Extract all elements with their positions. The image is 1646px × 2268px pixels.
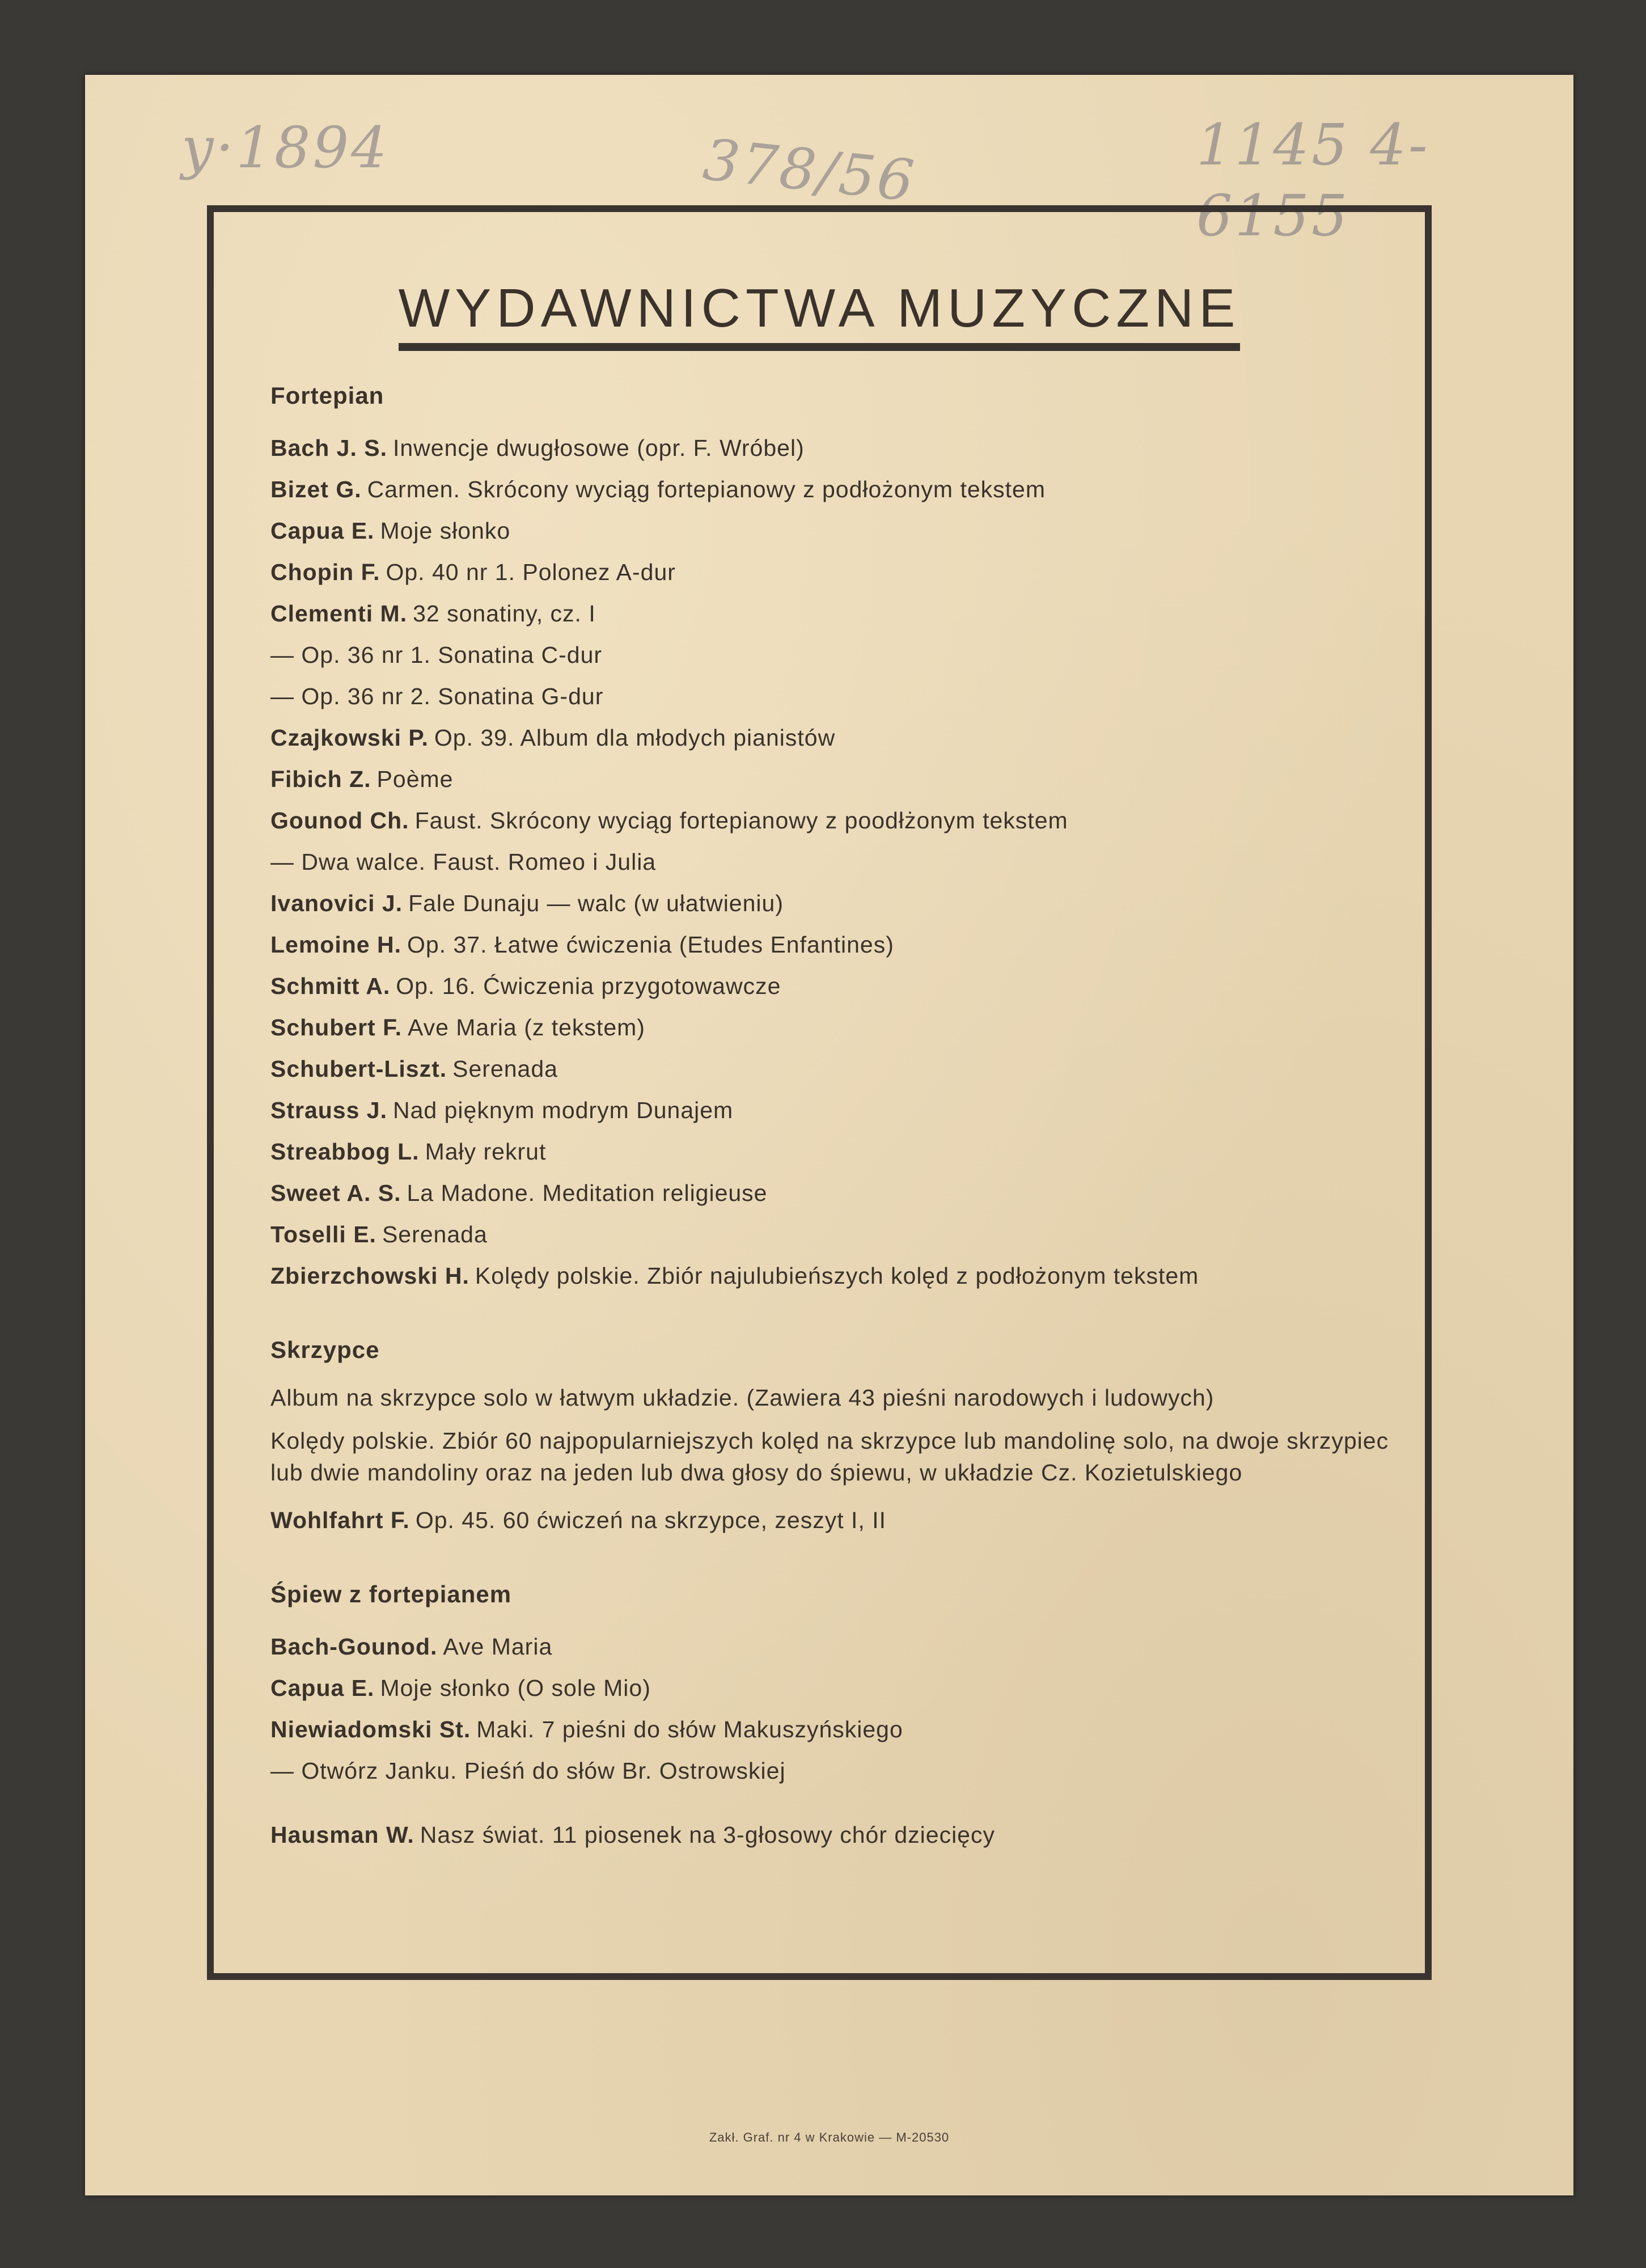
handwritten-shelf-mark: 378/56 — [700, 126, 919, 215]
list-item: Wohlfahrt F. Op. 45. 60 ćwiczeń na skrzypce, zeszyt I, II — [270, 1507, 886, 1533]
section-heading-fortepian: Fortepian — [270, 382, 384, 409]
list-item: Bach J. S. Inwencje dwugłosowe (opr. F. Wróbel) — [270, 435, 805, 461]
catalog-content — [270, 382, 1391, 1856]
paragraph-violin-album: Album na skrzypce solo w łatwym układzie. (Zawiera 43 pieśni narodowych i ludowych) — [270, 1385, 1215, 1411]
list-item: Fibich Z. Poème — [270, 766, 454, 792]
document-sheet — [85, 75, 1573, 2195]
list-item: — Op. 36 nr 1. Sonatina C-dur — [270, 642, 603, 668]
handwritten-inventory-number-2: 6155 — [1196, 183, 1350, 249]
entry-list-fortepian — [270, 428, 1391, 1297]
list-item: Bizet G. Carmen. Skrócony wyciąg fortepianowy z podłożonym tekstem — [270, 476, 1046, 502]
list-item: Bach-Gounod. Ave Maria — [270, 1634, 553, 1660]
list-item: Capua E. Moje słonko (O sole Mio) — [270, 1675, 651, 1701]
list-item: Gounod Ch. Faust. Skrócony wyciąg fortepianowy z poodłżonym tekstem — [270, 807, 1068, 833]
list-item: — Op. 36 nr 2. Sonatina G-dur — [270, 683, 604, 709]
section-heading-skrzypce: Skrzypce — [270, 1336, 380, 1363]
list-item: Sweet A. S. La Madone. Meditation religieuse — [270, 1180, 768, 1206]
list-item: Toselli E. Serenada — [270, 1221, 488, 1247]
list-item: Zbierzchowski H. Kolędy polskie. Zbiór najulubieńszych kolęd z podłożonym tekstem — [270, 1263, 1199, 1289]
list-item: Niewiadomski St. Maki. 7 pieśni do słów Makuszyńskiego — [270, 1716, 903, 1742]
list-item: Capua E. Moje słonko — [270, 518, 511, 544]
list-item: Chopin F. Op. 40 nr 1. Polonez A-dur — [270, 559, 676, 585]
printer-imprint: Zakł. Graf. nr 4 w Krakowie — M-20530 — [709, 2130, 950, 2144]
list-item: Strauss J. Nad pięknym modrym Dunajem — [270, 1097, 734, 1123]
list-item: Schubert-Liszt. Serenada — [270, 1056, 558, 1082]
list-item: — Otwórz Janku. Pieśń do słów Br. Ostrowskiej — [270, 1758, 786, 1784]
closing-entry: Hausman W. Nasz świat. 11 piosenek na 3-głosowy chór dziecięcy — [270, 1822, 995, 1848]
list-item: Streabbog L. Mały rekrut — [270, 1139, 547, 1165]
list-item: Czajkowski P. Op. 39. Album dla młodych pianistów — [270, 725, 836, 751]
content-frame — [207, 205, 1432, 1980]
list-item: — Dwa walce. Faust. Romeo i Julia — [270, 849, 657, 875]
list-item: Lemoine H. Op. 37. Łatwe ćwiczenia (Etudes Enfantines) — [270, 932, 894, 958]
section-heading-spiew: Śpiew z fortepianem — [270, 1581, 512, 1607]
list-item: Ivanovici J. Fale Dunaju — walc (w ułatwieniu) — [270, 890, 784, 916]
list-item: Schubert F. Ave Maria (z tekstem) — [270, 1014, 645, 1040]
handwritten-catalog-number: y·1894 — [181, 115, 390, 181]
page-title: WYDAWNICTWA MUZYCZNE — [214, 277, 1425, 351]
list-item: Schmitt A. Op. 16. Ćwiczenia przygotowawcze — [270, 973, 781, 999]
entry-list-spiew — [270, 1626, 1391, 1792]
paragraph-violin-carols: Kolędy polskie. Zbiór 60 najpopularniejszych kolęd na skrzypce lub mandolinę solo, na dwoje skrzypiec lub dwie mandoliny oraz na jeden lub dwa głosy do śpiewu, w układzie Cz. Kozietulskiego — [270, 1428, 1389, 1486]
handwritten-inventory-number: 1145 4- — [1196, 112, 1430, 178]
list-item: Clementi M. 32 sonatiny, cz. I — [270, 600, 596, 627]
